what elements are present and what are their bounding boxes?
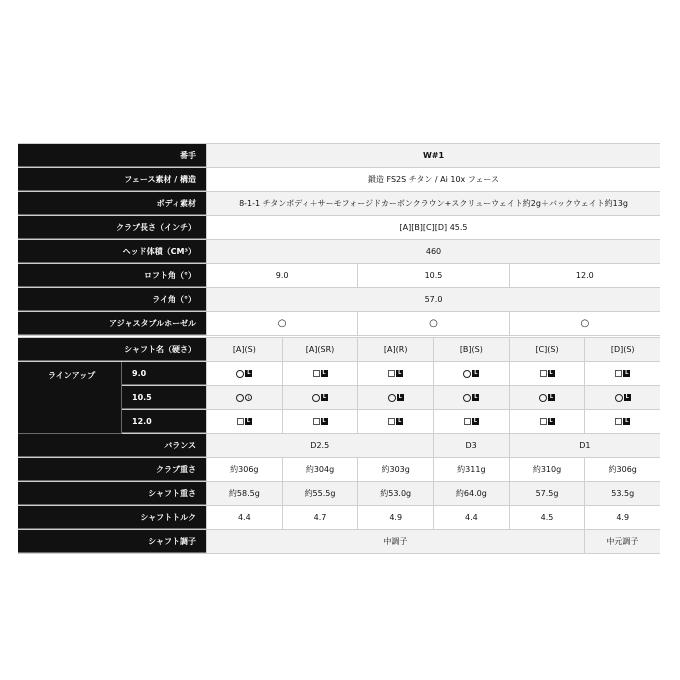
shaft-weight-3: 約53.0g: [357, 482, 433, 505]
lineup-cell: [584, 386, 660, 409]
value-body: 8-1-1 チタンボディ＋サーモフォージドカーボンクラウン+スクリューウェイト約2g＋バックウェイト約13g: [206, 192, 660, 215]
l-box-icon: L: [322, 418, 326, 424]
label-shaft-name: シャフト名（硬さ）: [18, 338, 206, 361]
label-loft: ロフト角（°）: [18, 264, 206, 287]
lineup-cell: [433, 386, 509, 409]
torque-4: 4.4: [433, 506, 509, 529]
lineup-cell: [282, 362, 358, 385]
shaft-name-3: [A](R): [357, 338, 433, 361]
lineup-cell: [509, 386, 585, 409]
circle-icon: ○: [277, 318, 287, 329]
shaft-weight-2: 約55.5g: [282, 482, 358, 505]
circle-icon: [312, 394, 320, 402]
label-kick: シャフト調子: [18, 530, 206, 553]
lineup-cell: [206, 362, 282, 385]
lineup-cell: [357, 362, 433, 385]
value-loft-2: 10.5: [357, 264, 508, 287]
value-balance-2: D3: [433, 434, 509, 457]
lineup-row: [122, 386, 660, 410]
label-body: ボディ素材: [18, 192, 206, 215]
l-circle-icon: L: [245, 394, 252, 401]
label-shaft-weight: シャフト重さ: [18, 482, 206, 505]
shaft-name-2: [A](SR): [282, 338, 358, 361]
box-icon: [464, 418, 471, 425]
value-balance-3: D1: [509, 434, 660, 457]
circle-icon: [236, 394, 244, 402]
value-lie: 57.0: [206, 288, 660, 311]
circle-icon: [539, 394, 547, 402]
circle-icon: ○: [580, 318, 590, 329]
value-volume: 460: [206, 240, 660, 263]
l-box-icon: L: [473, 418, 477, 424]
l-box-icon: L: [246, 418, 250, 424]
lineup-cell: [509, 362, 585, 385]
l-box-icon: L: [625, 418, 629, 424]
lineup-cell: [357, 386, 433, 409]
box-icon: [540, 370, 547, 377]
circle-icon: [236, 370, 244, 378]
shaft-weight-1: 約58.5g: [206, 482, 282, 505]
value-model: W#1: [206, 144, 660, 167]
box-icon: [313, 418, 320, 425]
box-icon: [313, 370, 320, 377]
shaft-name-1: [A](S): [206, 338, 282, 361]
label-volume: ヘッド体積（CM³）: [18, 240, 206, 263]
l-box-icon: L: [474, 394, 478, 400]
lineup-cell: [433, 362, 509, 385]
row-kick: [18, 530, 660, 554]
circle-icon: [615, 394, 623, 402]
torque-2: 4.7: [282, 506, 358, 529]
shaft-weight-4: 約64.0g: [433, 482, 509, 505]
lineup-loft-label: 9.0: [122, 362, 206, 385]
box-icon: [615, 418, 622, 425]
torque-6: 4.9: [584, 506, 660, 529]
label-hosel: アジャスタブルホーゼル: [18, 312, 206, 335]
label-balance: バランス: [18, 434, 206, 457]
value-balance-1: D2.5: [206, 434, 433, 457]
l-box-icon: L: [625, 370, 629, 376]
torque-1: 4.4: [206, 506, 282, 529]
l-box-icon: L: [398, 370, 402, 376]
l-box-icon: L: [322, 394, 327, 400]
box-icon: [388, 370, 395, 377]
club-weight-3: 約303g: [357, 458, 433, 481]
row-balance: [18, 434, 660, 458]
row-model: [18, 144, 660, 168]
lineup-row: [122, 410, 660, 434]
row-body: [18, 192, 660, 216]
lineup-cell: [433, 410, 509, 433]
kick-1: 中調子: [206, 530, 584, 553]
label-lineup: ラインアップ: [18, 362, 122, 434]
label-model: 番手: [18, 144, 206, 167]
shaft-name-5: [C](S): [509, 338, 585, 361]
l-box-icon: L: [398, 418, 402, 424]
lineup-cell: [206, 386, 282, 409]
lineup-cell: [584, 410, 660, 433]
row-loft: [18, 264, 660, 288]
box-icon: [615, 370, 622, 377]
value-hosel-2: [357, 312, 508, 335]
circle-icon: [463, 394, 471, 402]
box-icon: [388, 418, 395, 425]
value-hosel-1: [206, 312, 357, 335]
value-hosel-3: [509, 312, 660, 335]
lineup-cell: [206, 410, 282, 433]
shaft-table: [18, 337, 660, 554]
shaft-weight-5: 57.5g: [509, 482, 585, 505]
spec-table: [18, 143, 660, 336]
label-length: クラブ長さ（インチ）: [18, 216, 206, 239]
circle-icon: ○: [429, 318, 438, 329]
l-box-icon: L: [549, 418, 553, 424]
value-loft-3: 12.0: [509, 264, 660, 287]
shaft-weight-6: 53.5g: [584, 482, 660, 505]
row-face: [18, 168, 660, 192]
kick-2: 中元調子: [584, 530, 660, 553]
row-volume: [18, 240, 660, 264]
torque-3: 4.9: [357, 506, 433, 529]
club-weight-6: 約306g: [584, 458, 660, 481]
club-weight-2: 約304g: [282, 458, 358, 481]
l-box-icon: L: [247, 370, 251, 376]
label-face: フェース素材 / 構造: [18, 168, 206, 191]
value-length: [A][B][C][D] 45.5: [206, 216, 660, 239]
value-loft-1: 9.0: [206, 264, 357, 287]
value-face: 鍛造 FS2S チタン / Ai 10x フェース: [206, 168, 660, 191]
lineup-block: [18, 362, 660, 434]
row-lie: [18, 288, 660, 312]
label-torque: シャフトトルク: [18, 506, 206, 529]
row-club-weight: [18, 458, 660, 482]
lineup-cell: [357, 410, 433, 433]
label-lie: ライ角（°）: [18, 288, 206, 311]
club-weight-5: 約310g: [509, 458, 585, 481]
circle-icon: [463, 370, 471, 378]
lineup-loft-label: 10.5: [122, 386, 206, 409]
l-box-icon: L: [549, 370, 553, 376]
l-box-icon: L: [398, 394, 402, 400]
lineup-cell: [282, 410, 358, 433]
row-torque: [18, 506, 660, 530]
lineup-rows: [122, 362, 660, 434]
lineup-cell: [282, 386, 358, 409]
circle-icon: [388, 394, 396, 402]
row-shaft-weight: [18, 482, 660, 506]
club-weight-4: 約311g: [433, 458, 509, 481]
lineup-cell: [509, 410, 585, 433]
torque-5: 4.5: [509, 506, 585, 529]
row-length: [18, 216, 660, 240]
shaft-name-4: [B](S): [433, 338, 509, 361]
row-shaft-name: [18, 338, 660, 362]
label-club-weight: クラブ重さ: [18, 458, 206, 481]
box-icon: [237, 418, 244, 425]
l-box-icon: L: [322, 370, 326, 376]
l-box-icon: L: [549, 394, 554, 400]
l-box-icon: L: [625, 394, 629, 400]
lineup-cell: [584, 362, 660, 385]
box-icon: [540, 418, 547, 425]
lineup-row: [122, 362, 660, 386]
lineup-loft-label: 12.0: [122, 410, 206, 433]
shaft-name-6: [D](S): [584, 338, 660, 361]
row-hosel: [18, 312, 660, 336]
club-weight-1: 約306g: [206, 458, 282, 481]
l-box-icon: L: [474, 370, 478, 376]
